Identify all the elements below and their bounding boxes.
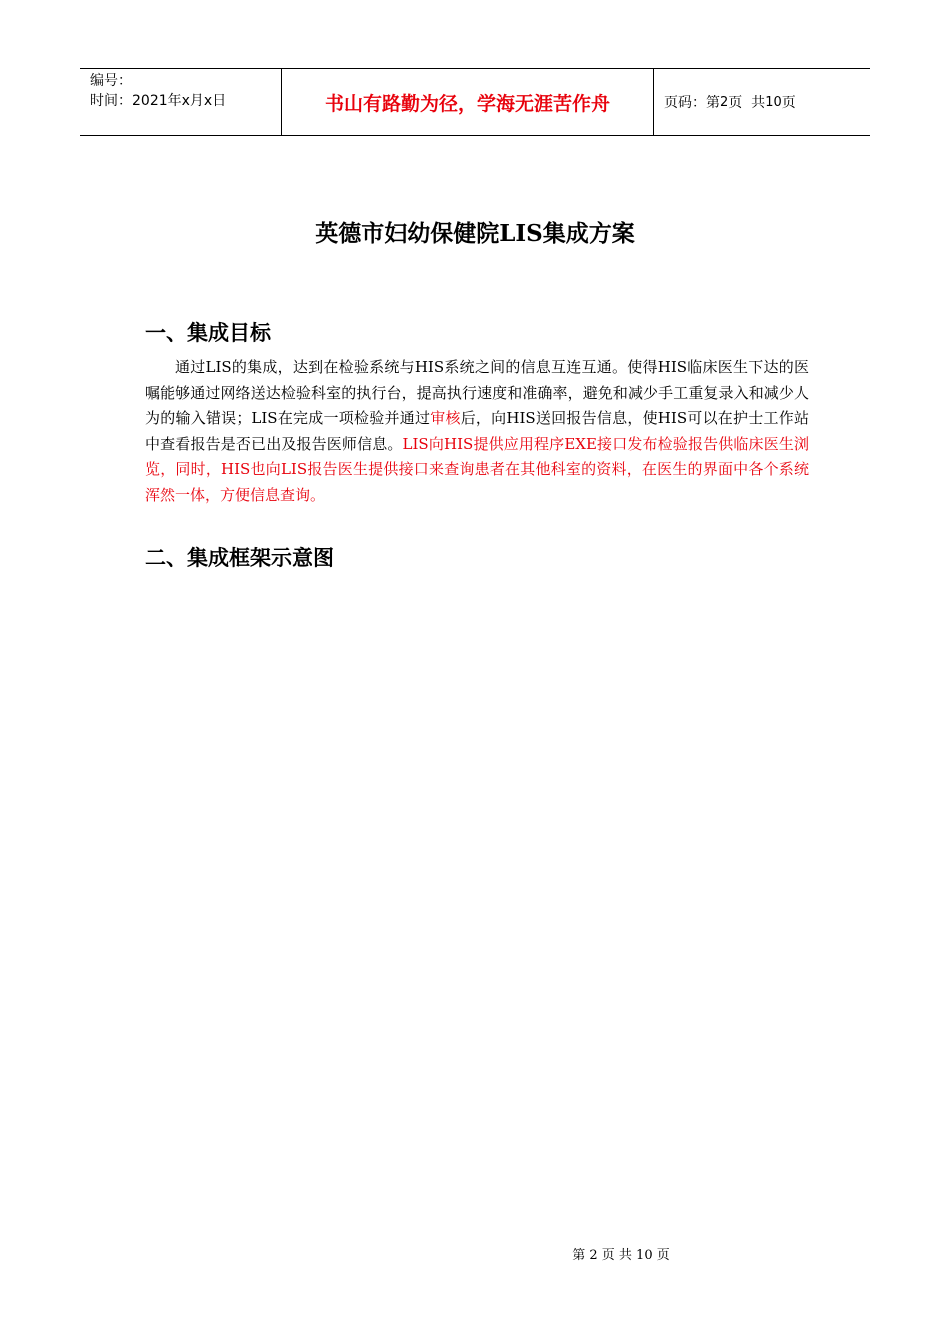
header-motto: 书山有路勤为径，学海无涯苦作舟 — [281, 69, 654, 135]
page-prefix: 页码：第 — [664, 95, 720, 111]
header-meta — [80, 69, 281, 135]
section1-text-a: 通过LIS的集成，达到在检验系统与HIS系统之间的信息互连互通。使得HIS临床医生下达的医嘱能够通过网络送达检验科室的执行台，提高执行速度和准确率，避免和减少手工重复录入和减少人为的输入错误；LIS在完成一项检验并通过 — [145, 358, 809, 427]
section1-paragraph — [145, 355, 809, 508]
page-suffix: 页 — [781, 95, 796, 111]
page-mid: 页 共 — [728, 95, 766, 111]
page-total: 10 — [765, 94, 782, 110]
section1-text-interface: LIS向HIS提供应用程序EXE接口发布检验报告供临床医生浏览，同时，HIS也向LIS报告医生提供接口来查询患者在其他科室的资料，在医生的界面中各个系统浑然一体，方便信息查询。 — [145, 434, 809, 504]
time-label: 时间：2021年x月x日 — [90, 93, 227, 109]
serial-label: 编号： — [90, 73, 132, 89]
page-header — [80, 68, 870, 136]
section1-heading: 一、集成目标 — [145, 321, 271, 345]
header-page-number — [654, 69, 870, 135]
page-footer: 第 2 页 共 10 页 — [572, 1248, 670, 1263]
document-title: 英德市妇幼保健院LIS集成方案 — [315, 220, 635, 247]
section2-heading: 二、集成框架示意图 — [145, 546, 334, 570]
section1-text-review: 审核 — [430, 409, 461, 427]
page-current: 2 — [720, 94, 729, 110]
section1-text-b: 后，向HIS送回报告信息，使HIS可以在护士工作站中查看报告是否已出及报告医师信息。 — [145, 409, 809, 453]
